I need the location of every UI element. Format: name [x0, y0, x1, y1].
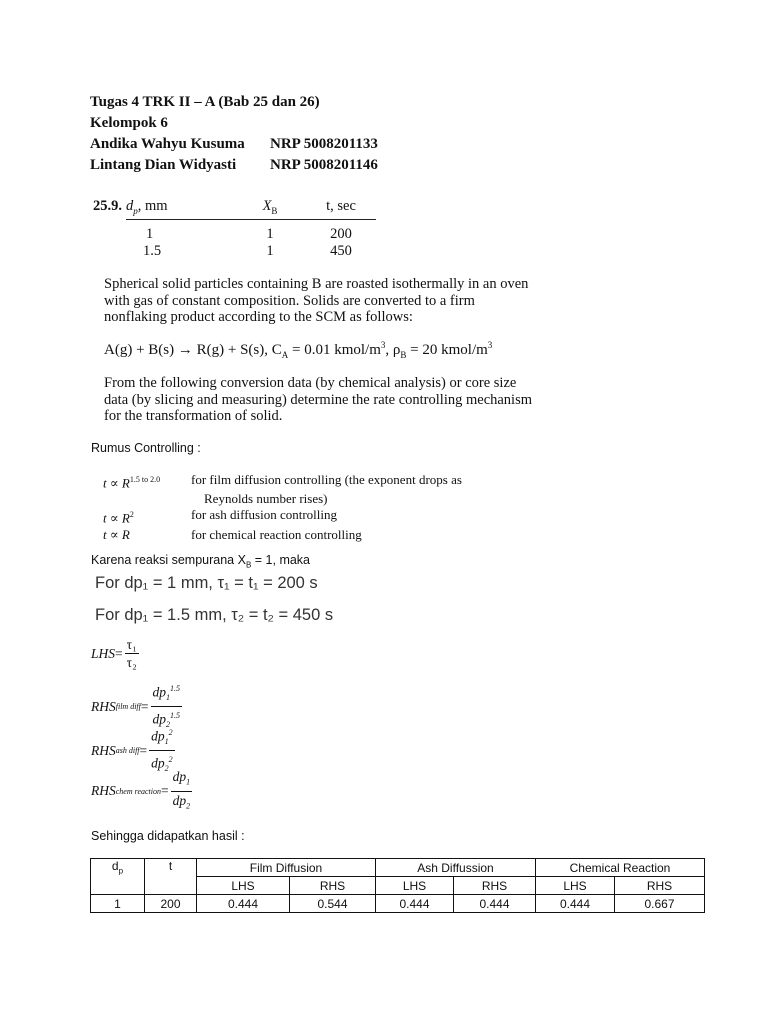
cell-ash-rhs: 0.444	[454, 895, 536, 913]
rhs-ash-diff-formula: RHS ash diff = $\frac{dp_1^2}{dp_2^2}$	[91, 724, 175, 777]
subheader-lhs: LHS	[197, 877, 290, 895]
cell-film-rhs: 0.544	[290, 895, 376, 913]
cell-xb: 1	[266, 242, 274, 259]
member-row	[90, 155, 378, 176]
table-row	[93, 219, 376, 243]
col-header-dp: $d_p$, mm	[126, 198, 234, 219]
sehingga-text: Sehingga didapatkan hasil :	[91, 829, 245, 843]
cell-xb: 1	[266, 225, 274, 242]
problem-question: From the following conversion data (by chemical analysis) or core size data (by slicing and measuring) determine the rate controlling mechanism for the transformation of solid.	[104, 375, 533, 424]
subheader-lhs: LHS	[376, 877, 454, 895]
group-label: Kelompok 6	[90, 115, 168, 131]
karena-text: Karena reaksi sempurana $X_B = 1$, maka	[91, 553, 311, 570]
member-name: Andika Wahyu Kusuma	[90, 136, 245, 152]
problem-number: 25.9.	[93, 198, 122, 214]
cell-t: 450	[330, 242, 352, 259]
assignment-title: Tugas 4 TRK II – A (Bab 25 dan 26)	[90, 94, 320, 110]
cell-chem-lhs: 0.444	[536, 895, 615, 913]
rhs-chem-reaction-formula: RHS chem reaction = $\frac{dp_1}{dp_2}$	[91, 769, 191, 811]
subheader-rhs: RHS	[454, 877, 536, 895]
reaction-equation: A(g) + B(s) → R(g) + S(s), $C_A = 0.01$ kmol/$m^3$, $\rho_B = 20$ kmol/$m^3$	[104, 340, 493, 360]
member-name: Lintang Dian Widyasti	[90, 157, 237, 173]
cell-t: 200	[145, 895, 197, 913]
subheader-rhs: RHS	[290, 877, 376, 895]
table-row	[91, 895, 705, 913]
col-header-t: t, sec	[306, 198, 376, 219]
header-t: t	[145, 859, 197, 895]
cell-chem-rhs: 0.667	[615, 895, 705, 913]
header-chemical-reaction: Chemical Reaction	[536, 859, 705, 877]
cell-dp: 1.5	[143, 242, 162, 259]
header-film-diffusion: Film Diffusion	[197, 859, 376, 877]
col-header-xb: $X_B$	[234, 198, 306, 219]
lhs-formula: LHS = $\frac{\text{τ₁}}{\text{τ₂}}$	[91, 637, 137, 670]
rumus-label: Rumus Controlling :	[91, 441, 201, 455]
list-item: $t \propto R^{1.5 to 2.0}$ for film diffusion controlling (the exponent drops as	[103, 472, 462, 491]
problem-paragraph: Spherical solid particles containing B are roasted isothermally in an oven with gas of constant composition. Solids are converted to a firm nonflaking product according to the SCM as follows:	[104, 276, 529, 325]
member-nrp: NRP 5008201146	[270, 157, 378, 173]
member-row	[90, 134, 378, 155]
cell-film-lhs: 0.444	[197, 895, 290, 913]
cell-dp: 1	[91, 895, 145, 913]
results-table	[90, 858, 705, 913]
problem-data-table	[93, 198, 376, 260]
header-dp: $d_p$	[91, 859, 145, 895]
for-dp2-line: For dp₁ = 1.5 mm, τ₂ = t₂ = 450 s	[95, 606, 334, 624]
cell-ash-lhs: 0.444	[376, 895, 454, 913]
document-header	[90, 92, 378, 176]
cell-t: 200	[330, 225, 352, 242]
subheader-lhs: LHS	[536, 877, 615, 895]
header-ash-diffusion: Ash Diffussion	[376, 859, 536, 877]
subheader-rhs: RHS	[615, 877, 705, 895]
cell-dp: 1	[146, 225, 154, 242]
list-item: $t \propto R^2$ for ash diffusion controlling	[103, 507, 337, 526]
table-row	[93, 243, 376, 260]
list-item: Reynolds number rises)	[204, 491, 328, 507]
list-item: t ∝ R for chemical reaction controlling	[103, 526, 362, 542]
for-dp1-line: For dp₁ = 1 mm, τ₁ = t₁ = 200 s	[95, 574, 318, 592]
rhs-film-diff-formula: RHS film diff = $\frac{dp_1^{1.5}}{dp_2^{1.5}}$	[91, 680, 182, 733]
controlling-list	[103, 472, 462, 543]
table-header-row	[91, 859, 705, 877]
member-nrp: NRP 5008201133	[270, 136, 378, 152]
